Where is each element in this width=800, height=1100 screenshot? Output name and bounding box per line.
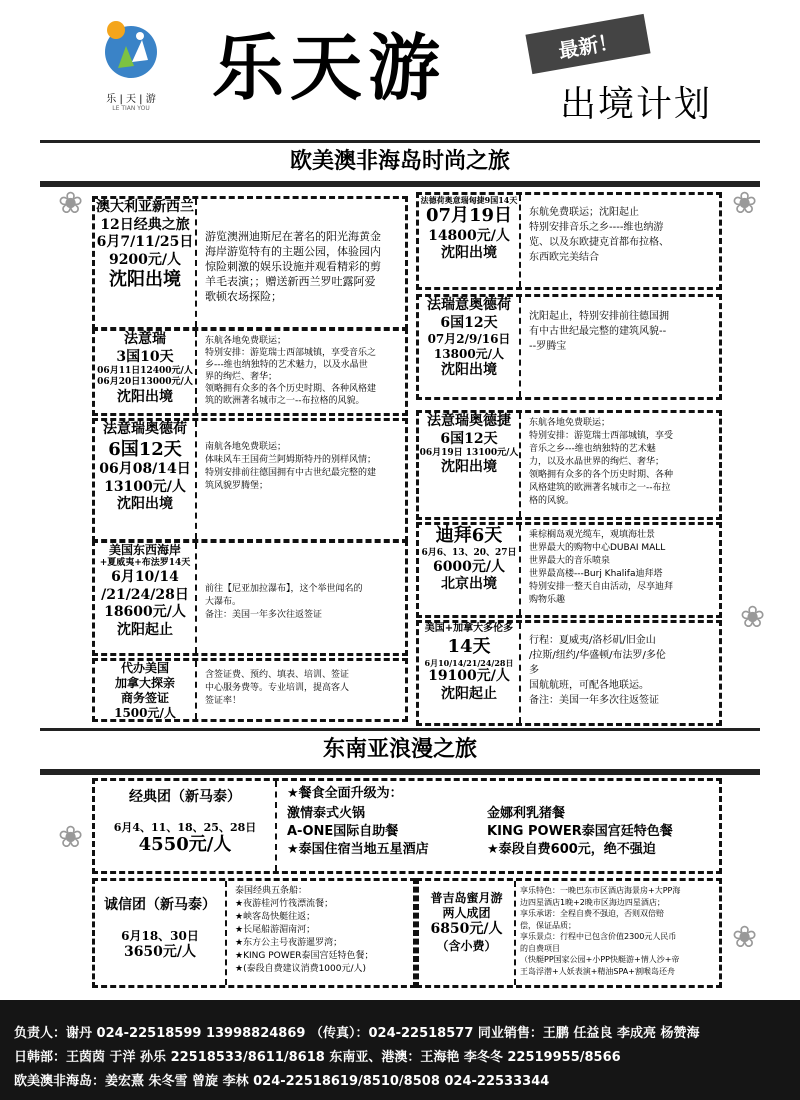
desc-line: 购物乐趣 — [529, 595, 566, 605]
tour-summary — [95, 331, 197, 413]
tour-summary — [419, 195, 521, 287]
flower-decoration: ❀ — [58, 186, 84, 221]
desc-line: 享乐承诺：全程自费不强迫，否则双倍赔 — [520, 909, 664, 918]
tour-price: 06月20日13000元/人 — [97, 377, 193, 388]
desc-line: 的自费项目 — [520, 943, 560, 953]
contact-line-europe: 欧美澳非海岛：姜宏熹 朱冬雪 曾旋 李林 024-22518619/8510/8508 024-22533344 — [14, 1074, 550, 1089]
desc-line: 享乐特色：一晚巴东市区酒店海景房+大PP海 — [520, 886, 681, 895]
desc-line: 多 — [529, 665, 539, 676]
desc-line: 界的绚烂、奢华； — [205, 372, 278, 382]
desc-line: 筑风貌罗腾堡； — [205, 481, 269, 491]
tour-dates: 6月18、30日 — [121, 928, 199, 943]
tour-dates: 6月10/14 — [111, 569, 179, 586]
tour-departure: 沈阳出境 — [441, 362, 497, 378]
flower-decoration: ❀ — [732, 920, 758, 955]
tour-description — [197, 421, 384, 539]
visa-service-card[interactable] — [92, 658, 408, 722]
desc-line: 乘棕榈岛观光缆车，观填海壮景 — [529, 530, 656, 540]
tour-dates: 6月4、11、18、25、28日 — [113, 820, 257, 834]
tour-price: 3650元/人 — [123, 943, 197, 960]
tour-card-chengxin-group[interactable] — [92, 878, 416, 988]
desc-line: 特别安排前往德国拥有中古世纪最完整的建 — [205, 468, 377, 478]
desc-line: 特别安排音乐之乡----维也纳游 — [529, 222, 664, 233]
desc-line: 边四星酒店1晚+2晚市区海边四星酒店； — [520, 897, 665, 907]
tour-description — [197, 199, 389, 327]
tour-summary — [95, 421, 197, 539]
logo-text: 乐 | 天 | 游 — [106, 94, 156, 105]
desc-line: 世界最大的音乐喷泉 — [529, 556, 611, 566]
desc-line: 东航免费联运；沈阳起止 — [529, 207, 639, 218]
desc-line: --罗腾宝 — [529, 341, 567, 352]
tour-departure: 沈阳起止 — [441, 685, 497, 702]
company-logo — [96, 16, 166, 111]
desc-line: KING POWER泰国宫廷特色餐 — [487, 824, 673, 839]
tour-departure: 沈阳出境 — [117, 388, 173, 405]
tour-price: 6850元/人 — [430, 921, 503, 937]
tour-summary — [419, 297, 521, 397]
tour-card-usa-coasts[interactable] — [92, 540, 408, 656]
tour-description — [227, 881, 382, 985]
tour-name: 迪拜6天 — [435, 525, 503, 546]
tour-dates: 6月6、13、20、27日 — [421, 547, 517, 558]
tour-price: 14800元/人 — [428, 227, 510, 244]
desc-line: 世界最大的购物中心DUBAI MALL — [529, 543, 666, 553]
tour-name: 普吉岛蜜月游 — [430, 891, 503, 905]
tour-price: 9200元/人 — [108, 251, 182, 268]
desc-line: 偿，保证品质； — [520, 920, 576, 930]
desc-line: 力，以及水晶世界的绚烂、奢华； — [529, 457, 665, 467]
desc-line: 泰国经典五条船： — [235, 886, 308, 896]
tour-description — [521, 297, 677, 397]
newest-badge: 最新！ — [525, 14, 650, 74]
tour-name-extra: +夏威夷+布法罗14天 — [99, 558, 191, 568]
desc-line: 风格建筑的欧洲著名城市之一--布拉 — [529, 483, 671, 493]
tour-duration: 3国10天 — [116, 348, 174, 365]
desc-line: ★峡客岛快艇往返； — [235, 912, 316, 922]
contact-line-manager: 负责人：谢丹 024-22518599 13998824869 （传真）：024-22518577 同业销售：王鹏 任益良 李成亮 杨赞海 — [14, 1026, 700, 1041]
desc-line: ★东方公主号夜游暹罗湾； — [235, 938, 343, 948]
tour-departure: 沈阳出境 — [441, 245, 497, 261]
tour-card-france-swiss-italy[interactable] — [416, 294, 722, 400]
tour-dates: 07月2/9/16日 — [427, 332, 511, 346]
tour-price: 06月11日12400元/人 — [97, 366, 193, 376]
tour-dates: /21/24/28日 — [101, 586, 189, 603]
desc-line: 备注：美国一年多次往返签证 — [205, 610, 323, 620]
section-title-southeast-asia: 东南亚浪漫之旅 — [40, 728, 760, 775]
desc-line: 海岸游览特有的主题公园，体验园内 — [205, 245, 381, 258]
tour-name: 法意瑞奥德捷 — [427, 413, 511, 429]
desc-line: 领略拥有众多的各个历史时期、各种风格建 — [205, 384, 377, 394]
desc-line: 沈阳起止，特别安排前往德国拥 — [529, 311, 669, 322]
desc-line: 中心服务费等。专业培训，提高客人 — [205, 683, 350, 693]
desc-line: （快艇PP国家公园+小PP快艇游+情人沙+帝 — [520, 955, 680, 964]
tour-description — [521, 413, 681, 517]
visa-type: 加拿大探亲 — [114, 676, 175, 690]
tour-name: 法德荷奥意瑞匈捷9国14天 — [420, 195, 518, 205]
tour-dates: 6月7/11/25日 — [96, 234, 194, 250]
desc-line: 东航各地免费联运； — [205, 336, 287, 346]
brand-title: 乐天游 — [212, 25, 447, 110]
tour-description — [521, 525, 681, 615]
desc-line: 享乐景点：行程中已包含价值2300元人民币 — [520, 932, 677, 941]
tour-name: 美国+加拿大多伦多 — [424, 623, 514, 634]
desc-line: 签证率！ — [205, 696, 242, 706]
tour-description — [277, 781, 717, 871]
tour-dates: 6月10/14/21/24/28日 — [424, 658, 514, 668]
visa-type: 商务签证 — [120, 691, 169, 705]
desc-line: 览、以及东欧捷克首都布拉格、 — [529, 237, 669, 248]
desc-line: /拉斯/纽约/华盛顿/布法罗/多伦 — [529, 650, 666, 661]
visa-title: 代办美国 — [120, 661, 169, 675]
tour-duration: 6国12天 — [108, 438, 182, 460]
tour-description — [521, 195, 677, 287]
tour-description — [516, 881, 684, 985]
desc-line: 东航各地免费联运； — [529, 418, 611, 428]
tour-name: 法瑞意奥德荷 — [427, 297, 511, 313]
tour-price: 13100元/人 — [104, 478, 186, 495]
contact-footer — [0, 1000, 800, 1100]
desc-line: 南航各地免费联运； — [205, 442, 287, 452]
tour-card-usa-canada[interactable] — [416, 620, 722, 726]
desc-line: 筑的欧洲著名城市之一--布拉格的风貌。 — [205, 396, 365, 406]
tour-name: 法意瑞 — [124, 331, 166, 347]
tour-summary — [419, 623, 521, 723]
flower-decoration: ❀ — [732, 186, 758, 221]
section-title-europe: 欧美澳非海岛时尚之旅 — [40, 140, 760, 187]
desc-line: 特别安排一整天自由活动，尽享迪拜 — [529, 582, 674, 592]
tour-dates: 07月19日 — [425, 205, 513, 226]
desc-line: ★夜游桂河竹筏漂流餐； — [235, 899, 334, 909]
plan-title: 出境计划 — [560, 84, 713, 125]
tour-price: 6000元/人 — [432, 558, 506, 575]
desc-line: 王岛浮潜+人妖表演+精油SPA+割喉岛还舟 — [520, 966, 675, 976]
tour-duration: 14天 — [447, 635, 491, 657]
tour-card-nine-countries[interactable] — [416, 192, 722, 290]
tour-description — [197, 543, 371, 653]
tour-price: 13800元/人 — [433, 347, 505, 361]
desc-line: 备注：美国一年多次往返签证 — [529, 695, 659, 706]
tour-price: 4550元/人 — [138, 834, 232, 856]
tour-name: 澳大利亚新西兰 — [96, 199, 194, 215]
desc-line: 行程：夏威夷/洛杉矶/旧金山 — [529, 635, 656, 646]
tour-departure: 沈阳出境 — [109, 269, 181, 290]
tour-name: 法意瑞奥德荷 — [103, 421, 187, 437]
desc-line: 惊险刺激的娱乐设施并观看精彩的剪 — [205, 260, 381, 273]
desc-line: ★泰段自费600元，绝不强迫 — [487, 842, 656, 857]
tour-note: （含小费） — [436, 938, 497, 953]
tour-departure: 沈阳出境 — [441, 459, 497, 476]
tour-summary — [95, 199, 197, 327]
tour-price: 19100元/人 — [428, 668, 510, 684]
desc-line: 游览澳洲迪斯尼在著名的阳光海黄金 — [205, 230, 381, 243]
desc-line: 大瀑布。 — [205, 597, 242, 607]
visa-description — [197, 661, 357, 719]
tour-duration: 6国12天 — [440, 314, 498, 331]
tour-departure: 沈阳出境 — [117, 496, 173, 512]
tour-summary — [95, 881, 227, 985]
tour-dates: 06月08/14日 — [99, 461, 191, 477]
desc-line: 特别安排：游览瑞士西部城镇，享受音乐之 — [205, 348, 377, 358]
desc-line: 乡---维也纳独特的艺术魅力，以及水晶世 — [205, 360, 368, 370]
tour-departure: 北京出境 — [441, 576, 497, 593]
desc-line: 金娜利乳猪餐 — [487, 806, 566, 821]
visa-price: 1500元/人 — [114, 706, 176, 720]
desc-line: 国航航班，可配各地联运。 — [529, 680, 649, 691]
desc-line: ★(泰段自费建议消费1000元/人) — [235, 964, 367, 974]
desc-line: 东西欧完美结合 — [529, 252, 599, 263]
tour-summary — [419, 413, 521, 517]
flower-decoration: ❀ — [58, 820, 84, 855]
desc-line: 前往【尼亚加拉瀑布】，这个举世闻名的 — [205, 584, 363, 594]
tour-price: 06月19日 13100元/人 — [419, 448, 519, 458]
desc-line: 特别安排：游览瑞士西部城镇，享受 — [529, 431, 674, 441]
tour-summary — [95, 781, 277, 871]
desc-line: ★泰国住宿当地五星酒店 — [287, 842, 429, 857]
desc-line: 歌顿农场探险； — [205, 290, 282, 303]
tour-card-dubai[interactable] — [416, 522, 722, 618]
visa-summary — [95, 661, 197, 719]
logo-icon — [96, 16, 166, 86]
desc-line: ★KING POWER泰国宫廷特色餐； — [235, 951, 374, 961]
tour-group-size: 两人成团 — [442, 906, 491, 920]
desc-line: ★长尾船游湄南河； — [235, 925, 316, 935]
tour-duration: 6国12天 — [440, 430, 498, 447]
desc-line: ★餐食全面升级为： — [287, 786, 403, 801]
tour-summary — [95, 543, 197, 653]
tour-card-czech-route[interactable] — [416, 410, 722, 520]
desc-line: 有中古世纪最完整的建筑风貌-- — [529, 326, 667, 337]
tour-card-classic-group[interactable] — [92, 778, 722, 874]
desc-line: 体味风车王国荷兰阿姆斯特丹的别样风情； — [205, 455, 377, 465]
tour-name: 经典团（新马泰） — [129, 789, 241, 805]
desc-line: 激情泰式火锅 — [287, 806, 366, 821]
tour-card-six-countries[interactable] — [92, 418, 408, 542]
desc-line: 格的风貌。 — [529, 496, 575, 506]
tour-name: 美国东西海岸 — [108, 543, 181, 557]
tour-description — [197, 331, 384, 413]
tour-description — [521, 623, 674, 723]
tour-card-phuket-honeymoon[interactable] — [416, 878, 722, 988]
desc-line: 世界最高楼---Burj Khalifa迪拜塔 — [529, 569, 663, 579]
desc-line: 羊毛表演；；赠送新西兰罗吐露阿爱 — [205, 275, 376, 288]
tour-departure: 沈阳起止 — [117, 621, 173, 638]
desc-line: 含签证费、预约、填表、培训、签证 — [205, 670, 350, 680]
logo-subtext: LE TIAN YOU — [112, 105, 150, 112]
tour-summary — [419, 881, 516, 985]
desc-line: 音乐之乡---维也纳独特的艺术魅 — [529, 444, 656, 454]
tour-summary — [419, 525, 521, 615]
tour-card-france-italy-swiss[interactable] — [92, 328, 408, 416]
desc-line: A-ONE国际自助餐 — [287, 824, 399, 839]
tour-price: 18600元/人 — [104, 604, 186, 621]
contact-line-japan-korea: 日韩部：王茵茵 于洋 孙乐 22518533/8611/8618 东南亚、港澳：王海艳 李冬冬 22519955/8566 — [14, 1050, 621, 1065]
tour-card-australia[interactable] — [92, 196, 408, 330]
desc-line: 领略拥有众多的各个历史时期、各种 — [529, 470, 674, 480]
tour-name: 诚信团（新马泰） — [104, 897, 216, 913]
flower-decoration: ❀ — [740, 600, 766, 635]
tour-duration: 12日经典之旅 — [100, 216, 190, 233]
